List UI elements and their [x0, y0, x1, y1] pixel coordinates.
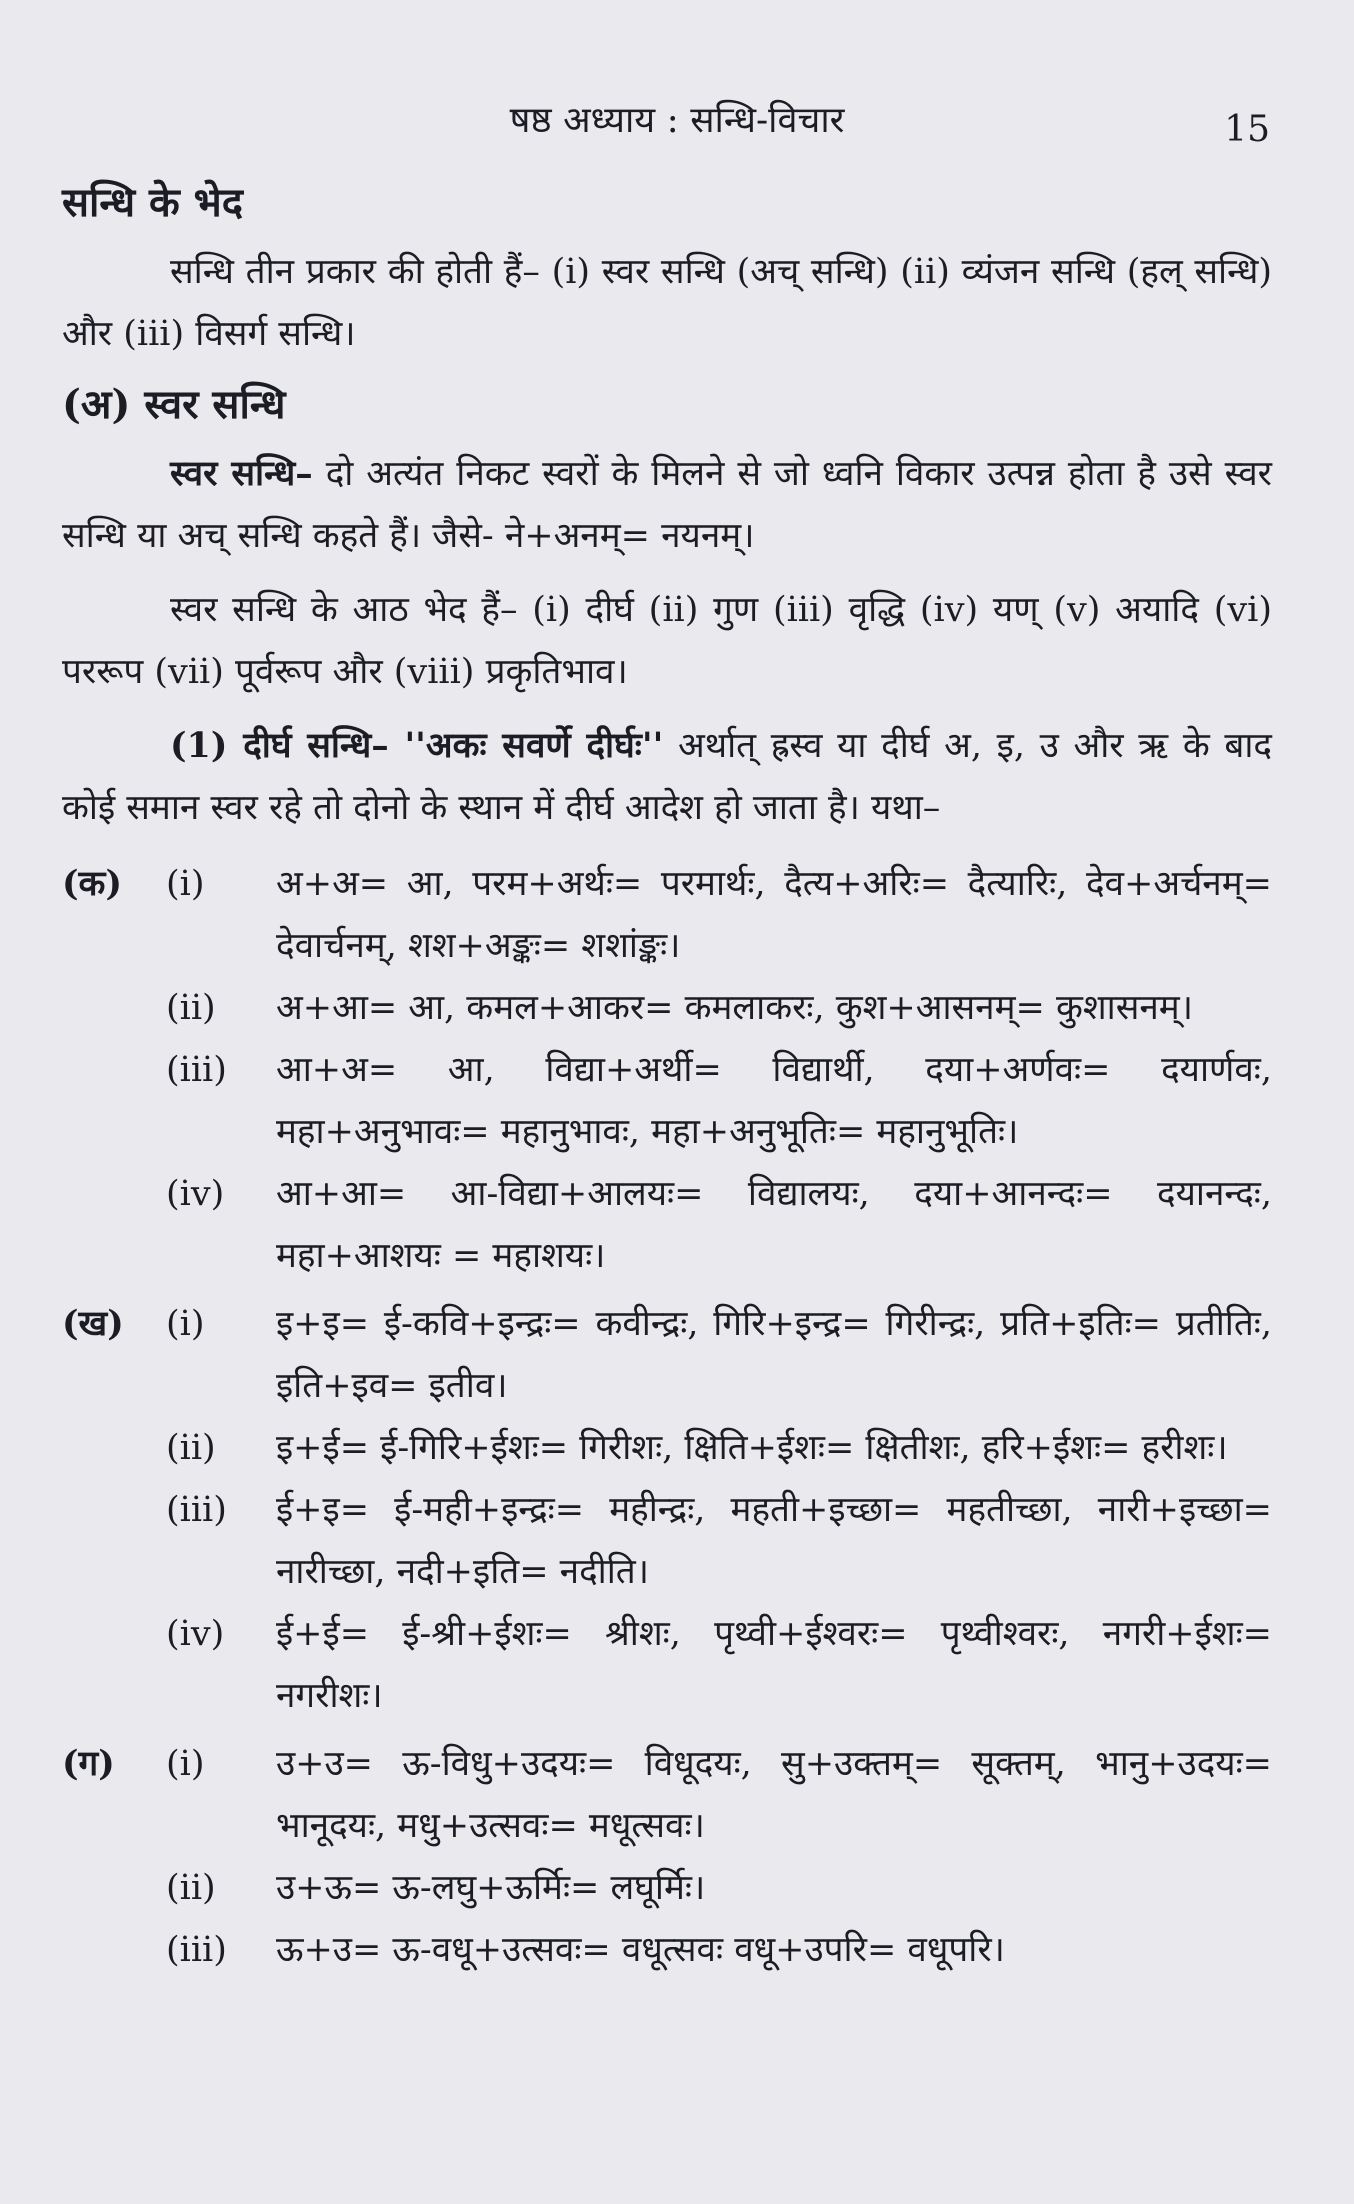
example-number: (ii)	[166, 1868, 216, 1908]
example-text: आ+अ= आ, विद्या+अर्थी= विद्यार्थी, दया+अर्णवः= दयार्णवः, महा+अनुभावः= महानुभावः, महा+अनुभूतिः= महानुभूतिः।	[276, 1050, 1272, 1152]
definition-term: स्वर सन्धि–	[170, 453, 313, 494]
example-row	[62, 1293, 1272, 1417]
examples-list	[62, 853, 1272, 1981]
example-row	[62, 1733, 1272, 1857]
example-number: (iv)	[166, 1174, 225, 1214]
example-row	[62, 1163, 1272, 1287]
section-heading-svar-sandhi: (अ) स्वर सन्धि	[62, 381, 286, 428]
example-text: अ+आ= आ, कमल+आकर= कमलाकरः, कुश+आसनम्= कुशासनम्।	[276, 988, 1193, 1028]
example-group-label: (ग)	[62, 1743, 115, 1784]
example-number: (ii)	[166, 988, 216, 1028]
example-text: ई+ई= ई-श्री+ईशः= श्रीशः, पृथ्वी+ईश्वरः= पृथ्वीश्वरः, नगरी+ईशः= नगरीशः।	[276, 1614, 1272, 1716]
dirgha-sandhi-rule	[62, 715, 1272, 839]
example-text: इ+इ= ई-कवि+इन्द्रः= कवीन्द्रः, गिरि+इन्द्र= गिरीन्द्रः, प्रति+इतिः= प्रतीतिः, इति+इव= इतीव।	[276, 1304, 1272, 1406]
example-row	[62, 1479, 1272, 1603]
example-row	[62, 977, 1272, 1039]
dirgha-sandhi-text: अर्थात् ह्रस्व या दीर्घ अ, इ, उ और ऋ के बाद कोई समान स्वर रहे तो दोनो के स्थान में दीर्घ आदेश हो जाता है। यथा–	[62, 726, 1272, 828]
svar-sandhi-types: स्वर सन्धि के आठ भेद हैं– (i) दीर्घ (ii) गुण (iii) वृद्धि (iv) यण् (v) अयादि (vi) पररूप (vii) पूर्वरूप और (viii) प्रकृतिभाव।	[62, 590, 1272, 692]
example-number: (ii)	[166, 1428, 216, 1468]
example-text: उ+ऊ= ऊ-लघु+ऊर्मिः= लघूर्मिः।	[276, 1868, 706, 1908]
example-group-label: (ख)	[62, 1303, 124, 1344]
example-row	[62, 1417, 1272, 1479]
example-text: आ+आ= आ-विद्या+आलयः= विद्यालयः, दया+आनन्दः= दयानन्दः, महा+आशयः = महाशयः।	[276, 1174, 1272, 1276]
example-row	[62, 1857, 1272, 1919]
example-row	[62, 1603, 1272, 1727]
sandhi-types-paragraph: सन्धि तीन प्रकार की होती हैं– (i) स्वर सन्धि (अच् सन्धि) (ii) व्यंजन सन्धि (हल् सन्धि) और (iii) विसर्ग सन्धि।	[62, 252, 1272, 354]
example-row	[62, 1919, 1272, 1981]
example-text: ई+इ= ई-मही+इन्द्रः= महीन्द्रः, महती+इच्छा= महतीच्छा, नारी+इच्छा= नारीच्छा, नदी+इति= नदीति।	[276, 1490, 1272, 1592]
example-text: ऊ+उ= ऊ-वधू+उत्सवः= वधूत्सवः वधू+उपरि= वधूपरि।	[276, 1930, 1005, 1970]
section-heading-sandhi-types: सन्धि के भेद	[62, 179, 244, 226]
example-row	[62, 1039, 1272, 1163]
chapter-title: षष्ठ अध्याय : सन्धि-विचार	[509, 100, 845, 141]
example-number: (i)	[166, 1304, 205, 1344]
definition-text: दो अत्यंत निकट स्वरों के मिलने से जो ध्वनि विकार उत्पन्न होता है उसे स्वर सन्धि या अच् सन्धि कहते हैं। जैसे- ने+अनम्= नयनम्।	[62, 454, 1272, 556]
example-number: (i)	[166, 864, 205, 904]
example-number: (iv)	[166, 1614, 225, 1654]
page-number: 15	[1224, 109, 1270, 150]
example-number: (iii)	[166, 1930, 227, 1970]
example-text: अ+अ= आ, परम+अर्थः= परमार्थः, दैत्य+अरिः= दैत्यारिः, देव+अर्चनम्= देवार्चनम्, शश+अङ्कः= शशांङ्कः।	[276, 864, 1272, 966]
example-row	[62, 853, 1272, 977]
dirgha-sandhi-term: (1) दीर्घ सन्धि– ''अकः सवर्णे दीर्घः''	[170, 725, 664, 766]
page-content	[62, 175, 1272, 1981]
example-text: इ+ई= ई-गिरि+ईशः= गिरीशः, क्षिति+ईशः= क्षितीशः, हरि+ईशः= हरीशः।	[276, 1428, 1228, 1468]
svar-sandhi-definition	[62, 443, 1272, 567]
example-text: उ+उ= ऊ-विधु+उदयः= विधूदयः, सु+उक्तम्= सूक्तम्, भानु+उदयः= भानूदयः, मधु+उत्सवः= मधूत्सवः।	[276, 1744, 1272, 1846]
example-number: (iii)	[166, 1050, 227, 1090]
example-number: (i)	[166, 1744, 205, 1784]
example-number: (iii)	[166, 1490, 227, 1530]
example-group-label: (क)	[62, 863, 123, 904]
